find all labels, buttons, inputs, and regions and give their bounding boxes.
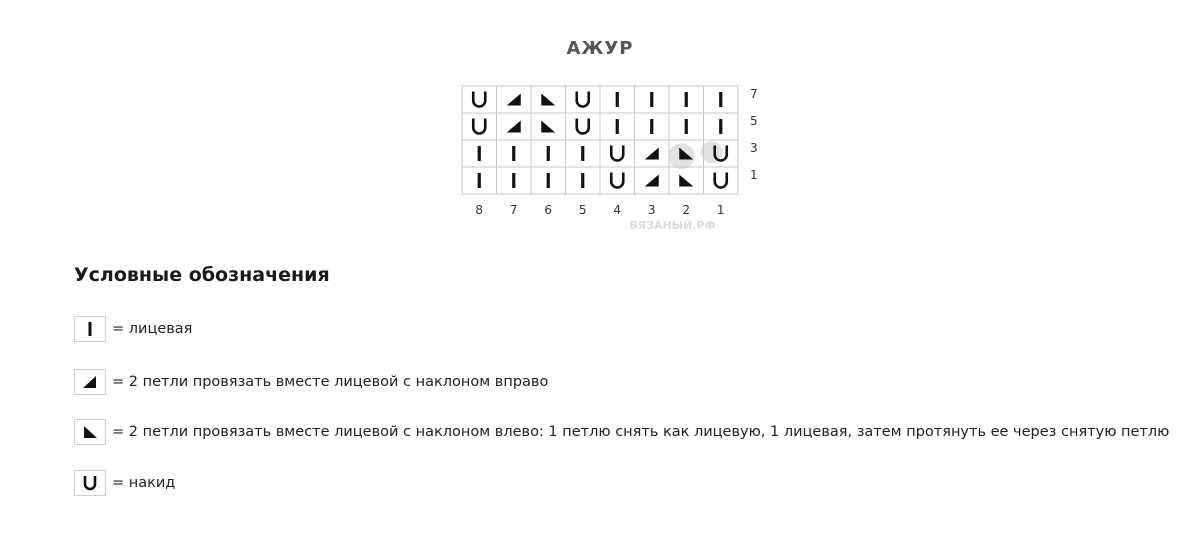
column-label: 6 bbox=[544, 203, 553, 217]
grid-cell bbox=[600, 140, 635, 167]
legend-text-knit: = лицевая bbox=[112, 321, 193, 337]
cell-r0-c3-yarn-over bbox=[577, 92, 589, 107]
column-label: 4 bbox=[613, 203, 622, 217]
grid-cell bbox=[566, 113, 601, 140]
legend-heading: Условные обозначения bbox=[74, 264, 330, 286]
cell-r1-c3-yarn-over bbox=[577, 119, 589, 134]
row-label: 5 bbox=[750, 114, 758, 128]
knit-stitch-icon bbox=[74, 316, 106, 342]
row-label: 7 bbox=[750, 87, 758, 101]
yarn-over-icon bbox=[74, 470, 106, 496]
legend-text-ssk: = 2 петли провязать вместе лицевой с наклоном влево: 1 петлю снять как лицевую, 1 лицевая, затем протянуть ее через снятую петлю bbox=[112, 424, 1170, 440]
cell-r1-c6-knit bbox=[685, 119, 688, 134]
right-slant-decrease-icon bbox=[74, 369, 106, 395]
grid-cell bbox=[462, 113, 497, 140]
row-label: 3 bbox=[750, 141, 758, 155]
legend-text-yarn-over: = накид bbox=[112, 475, 176, 491]
cell-r1-c5-knit bbox=[650, 119, 653, 134]
column-label: 7 bbox=[509, 203, 518, 217]
cell-r1-c4-knit bbox=[616, 119, 619, 134]
legend-item-knit bbox=[74, 314, 192, 344]
row-label: 1 bbox=[750, 168, 758, 182]
column-label: 5 bbox=[578, 203, 587, 217]
cell-r1-c1-k2tog bbox=[507, 121, 521, 133]
cell-r3-c5-k2tog bbox=[645, 175, 659, 187]
legend-item-yarn-over bbox=[74, 468, 175, 498]
cell-r3-c1-knit bbox=[512, 173, 515, 188]
grid-cell bbox=[704, 167, 739, 194]
cell-r2-c0-knit bbox=[478, 146, 481, 161]
legend-text-k2tog: = 2 петли провязать вместе лицевой с наклоном вправо bbox=[112, 374, 549, 390]
cell-r3-c2-knit bbox=[547, 173, 550, 188]
column-label: 3 bbox=[647, 203, 656, 217]
cell-r1-c2-ssk bbox=[541, 121, 555, 133]
cell-r3-c6-ssk bbox=[679, 175, 693, 187]
left-slant-decrease-icon bbox=[74, 419, 106, 445]
cell-r2-c2-knit bbox=[547, 146, 550, 161]
grid-cell bbox=[566, 86, 601, 113]
legend-item-ssk bbox=[74, 417, 1169, 447]
grid-cell bbox=[600, 167, 635, 194]
grid-cell bbox=[462, 86, 497, 113]
cell-r1-c7-knit bbox=[719, 119, 722, 134]
cell-r0-c6-knit bbox=[685, 92, 688, 107]
cell-r0-c4-knit bbox=[616, 92, 619, 107]
watermark-text: ВЯЗАНЫЙ.РФ bbox=[629, 219, 716, 232]
cell-r2-c3-knit bbox=[581, 146, 584, 161]
chart-title: АЖУР bbox=[566, 38, 634, 59]
cell-r0-c2-ssk bbox=[541, 94, 555, 106]
cell-r3-c4-yarn-over bbox=[611, 173, 623, 188]
column-label: 1 bbox=[716, 203, 725, 217]
cell-r2-c4-yarn-over bbox=[611, 146, 623, 161]
cell-r0-c7-knit bbox=[719, 92, 722, 107]
column-label: 2 bbox=[682, 203, 691, 217]
cell-r2-c1-knit bbox=[512, 146, 515, 161]
column-label: 8 bbox=[475, 203, 484, 217]
legend-item-k2tog bbox=[74, 367, 548, 397]
cell-r0-c1-k2tog bbox=[507, 94, 521, 106]
knitting-chart bbox=[460, 84, 760, 232]
cell-r3-c7-yarn-over bbox=[715, 173, 727, 188]
cell-r3-c0-knit bbox=[478, 173, 481, 188]
cell-r0-c5-knit bbox=[650, 92, 653, 107]
cell-r3-c3-knit bbox=[581, 173, 584, 188]
cell-r0-c0-yarn-over bbox=[473, 92, 485, 107]
cell-r2-c5-k2tog bbox=[645, 148, 659, 160]
cell-r1-c0-yarn-over bbox=[473, 119, 485, 134]
